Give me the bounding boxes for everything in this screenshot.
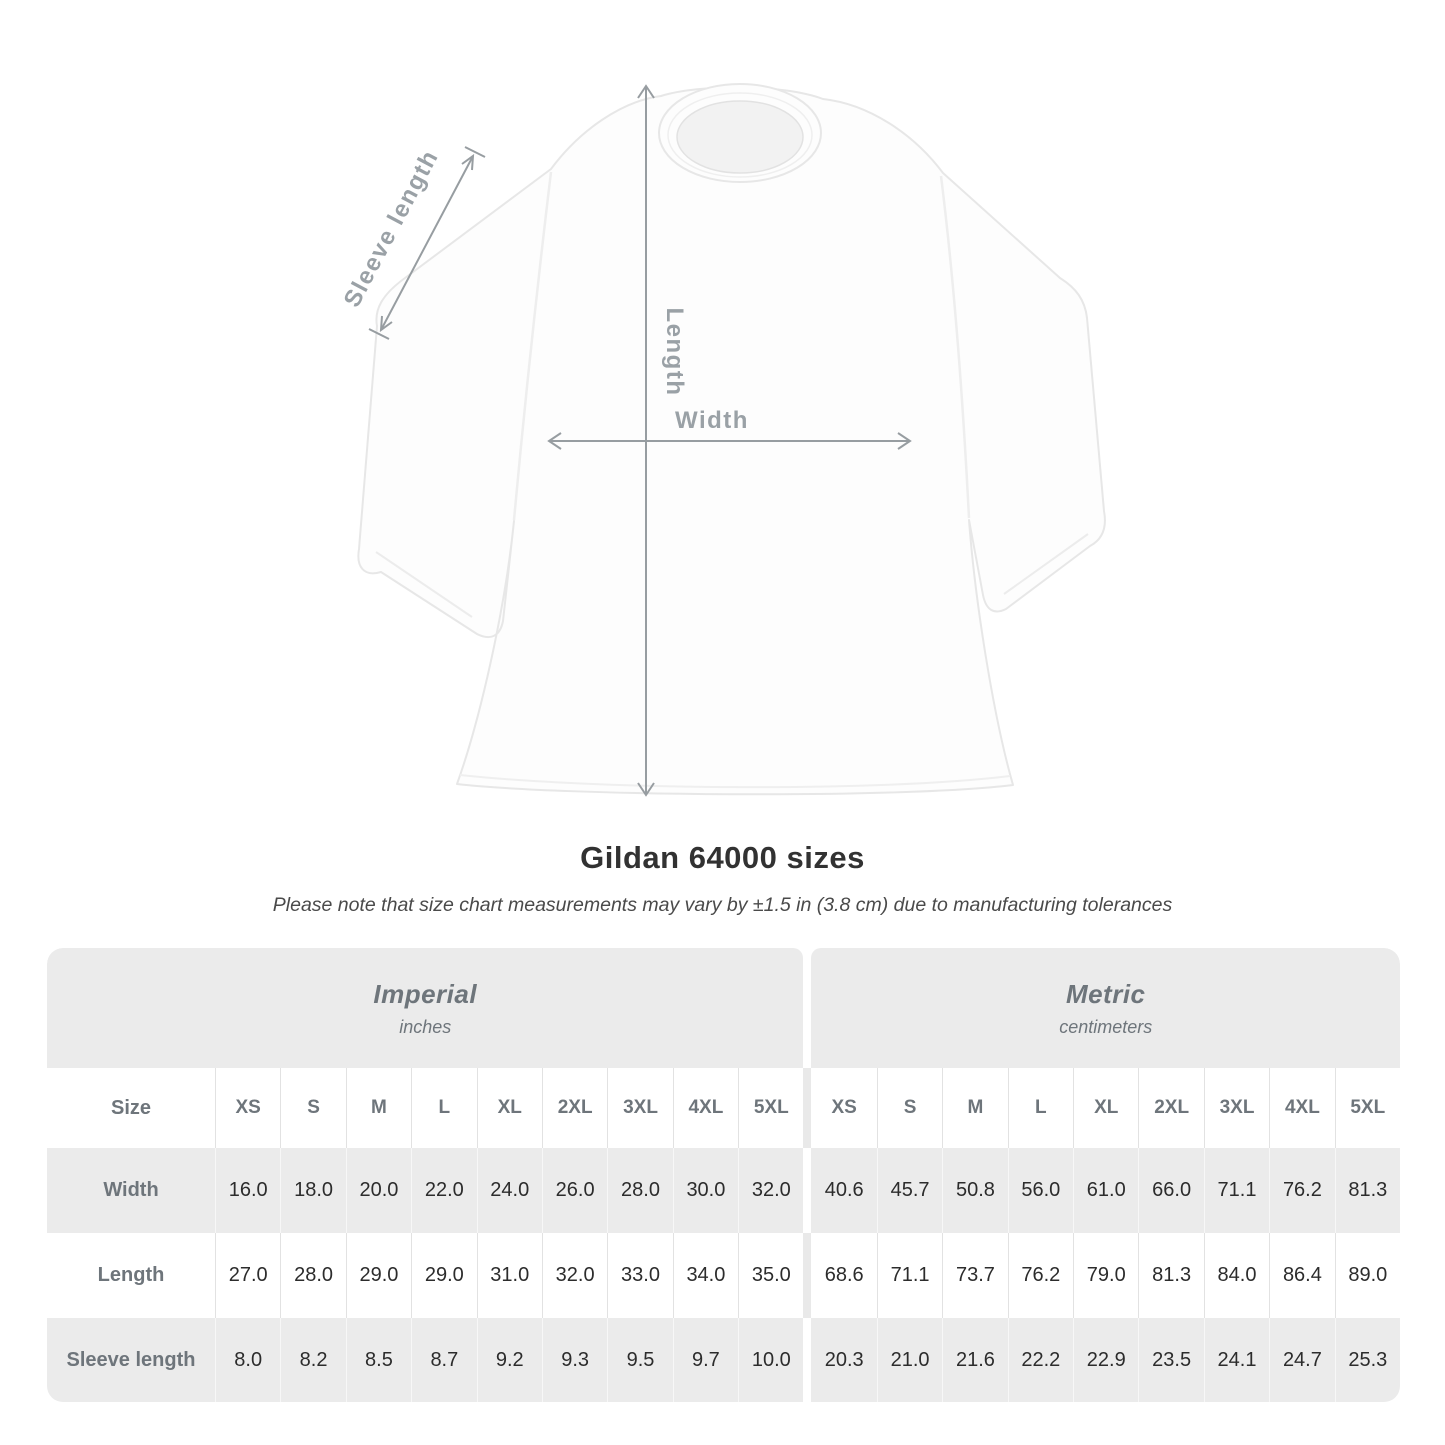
imperial-unit: inches [399,1016,452,1037]
measurement-cell: 8.7 [411,1318,476,1402]
measurement-cell: 81.3 [1138,1233,1203,1318]
size-header-cell: 4XL [1269,1068,1334,1148]
measurement-cell: 20.3 [811,1318,876,1402]
measurement-cell: 22.0 [411,1148,476,1233]
measurement-cell: 84.0 [1204,1233,1269,1318]
measurement-cell: 27.0 [215,1233,280,1318]
measurement-cell: 71.1 [877,1233,942,1318]
measurement-cell: 29.0 [346,1233,411,1318]
measurement-cell: 9.2 [477,1318,542,1402]
table-divider [803,948,811,1068]
metric-title: Metric [1065,978,1146,1009]
measurement-cell: 24.7 [1269,1318,1334,1402]
measurement-cell: 56.0 [1008,1148,1073,1233]
sleeve-length-label: Sleeve length [338,145,445,312]
measurement-cell: 76.2 [1008,1233,1073,1318]
measurement-cell: 89.0 [1335,1233,1400,1318]
measurement-cell: 21.6 [942,1318,1007,1402]
measurement-cell: 9.3 [542,1318,607,1402]
measurement-cell: 33.0 [607,1233,672,1318]
tolerance-note: Please note that size chart measurements may vary by ±1.5 in (3.8 cm) due to manufacturing tolerances [272,894,1173,916]
measurement-cell: 76.2 [1269,1148,1334,1233]
row-label: Length [47,1233,215,1318]
measurement-cell: 28.0 [280,1233,345,1318]
measurement-cell: 29.0 [411,1233,476,1318]
measurement-cell: 32.0 [542,1233,607,1318]
measurement-cell: 45.7 [877,1148,942,1233]
size-header-cell: 2XL [1138,1068,1203,1148]
measurement-cell: 68.6 [811,1233,876,1318]
measurement-cell: 24.1 [1204,1318,1269,1402]
table-divider [803,1068,811,1148]
metric-unit: centimeters [1059,1016,1153,1037]
table-divider [803,1233,811,1318]
imperial-group-header [47,948,803,1068]
measurement-cell: 22.2 [1008,1318,1073,1402]
measurement-cell: 61.0 [1073,1148,1138,1233]
size-header-cell: M [346,1068,411,1148]
size-header-cell: 2XL [542,1068,607,1148]
measurement-cell: 8.0 [215,1318,280,1402]
size-header-cell: 3XL [1204,1068,1269,1148]
measurement-cell: 16.0 [215,1148,280,1233]
size-header-cell: XL [477,1068,542,1148]
size-header-cell: S [280,1068,345,1148]
length-label: Length [661,307,688,397]
table-divider [803,1148,811,1233]
measurement-cell: 22.9 [1073,1318,1138,1402]
measurement-cell: 23.5 [1138,1318,1203,1402]
measurement-cell: 86.4 [1269,1233,1334,1318]
imperial-title: Imperial [373,978,478,1009]
row-label: Width [47,1148,215,1233]
size-table [47,948,1400,1402]
measurement-cell: 20.0 [346,1148,411,1233]
page-title: Gildan 64000 sizes [580,840,865,875]
measurement-cell: 21.0 [877,1318,942,1402]
width-label: Width [675,407,749,434]
size-header-cell: 3XL [607,1068,672,1148]
metric-group-header [811,948,1400,1068]
size-header-cell: S [877,1068,942,1148]
size-column-header: Size [47,1068,215,1148]
measurement-cell: 18.0 [280,1148,345,1233]
size-header-cell: L [411,1068,476,1148]
measurement-cell: 8.5 [346,1318,411,1402]
measurement-cell: 40.6 [811,1148,876,1233]
size-header-cell: L [1008,1068,1073,1148]
size-header-cell: 5XL [1335,1068,1400,1148]
size-header-cell: M [942,1068,1007,1148]
measurement-cell: 9.5 [607,1318,672,1402]
table-divider [803,1318,811,1402]
size-header-cell: XL [1073,1068,1138,1148]
measurement-cell: 73.7 [942,1233,1007,1318]
measurement-cell: 8.2 [280,1318,345,1402]
measurement-cell: 9.7 [673,1318,738,1402]
row-label: Sleeve length [47,1318,215,1402]
measurement-cell: 66.0 [1138,1148,1203,1233]
size-header-cell: XS [215,1068,280,1148]
measurement-cell: 26.0 [542,1148,607,1233]
measurement-cell: 31.0 [477,1233,542,1318]
measurement-cell: 50.8 [942,1148,1007,1233]
measurement-cell: 24.0 [477,1148,542,1233]
measurement-cell: 28.0 [607,1148,672,1233]
measurement-cell: 30.0 [673,1148,738,1233]
measurement-cell: 79.0 [1073,1233,1138,1318]
size-header-cell: XS [811,1068,876,1148]
measurement-cell: 32.0 [738,1148,803,1233]
measurement-cell: 25.3 [1335,1318,1400,1402]
measurement-cell: 34.0 [673,1233,738,1318]
size-header-cell: 4XL [673,1068,738,1148]
size-header-cell: 5XL [738,1068,803,1148]
measurement-cell: 71.1 [1204,1148,1269,1233]
tshirt-illustration [358,84,1105,794]
measurement-cell: 35.0 [738,1233,803,1318]
measurement-cell: 10.0 [738,1318,803,1402]
measurement-cell: 81.3 [1335,1148,1400,1233]
